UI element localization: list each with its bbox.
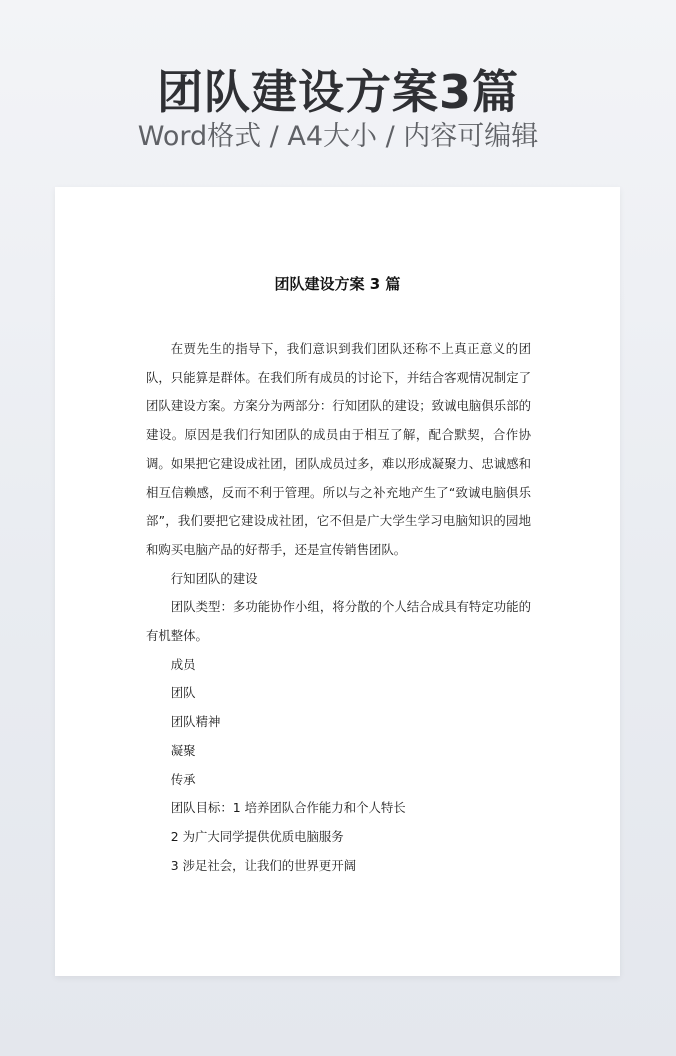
promo-banner — [0, 0, 676, 186]
document-body — [146, 335, 531, 880]
paragraph-item: 传承 — [170, 771, 196, 787]
paragraph-item: 凝聚 — [170, 742, 196, 758]
paragraph-section-heading: 行知团队的建设 — [170, 570, 258, 586]
document-page — [55, 187, 620, 976]
banner-subtitle: Word格式 / A4大小 / 内容可编辑 — [137, 121, 539, 152]
banner-title: 团队建设方案3篇 — [156, 65, 519, 119]
document-title: 团队建设方案 3 篇 — [274, 275, 401, 293]
paragraph-intro: 在贾先生的指导下，我们意识到我们团队还称不上真正意义的团队，只能算是群体。在我们所有成员的讨论下，并结合客观情况制定了团队建设方案。方案分为两部分：行知团队的建设；致诚电脑俱乐部的建设。原因是我们行知团队的成员由于相互了解，配合默契，合作协调。如果把它建设成社团，团队成员过多，难以形成凝聚力、忠诚感和相互信赖感，反而不利于管理。所以与之补充地产生了“致诚电脑俱乐部”，我们要把它建设成社团，它不但是广大学生学习电脑知识的园地和购买电脑产品的好帮手，还是宣传销售团队。 — [146, 341, 531, 557]
paragraph-goal: 2 为广大同学提供优质电脑服务 — [170, 828, 344, 844]
paragraph-item: 成员 — [170, 656, 196, 672]
paragraph-item: 团队 — [170, 685, 196, 701]
paragraph-goal: 3 涉足社会，让我们的世界更开阔 — [170, 857, 357, 873]
paragraph-team-type: 团队类型：多功能协作小组，将分散的个人结合成具有特定功能的有机整体。 — [146, 599, 531, 644]
paragraph-goal: 团队目标：1 培养团队合作能力和个人特长 — [170, 800, 406, 816]
paragraph-item: 团队精神 — [170, 714, 221, 730]
